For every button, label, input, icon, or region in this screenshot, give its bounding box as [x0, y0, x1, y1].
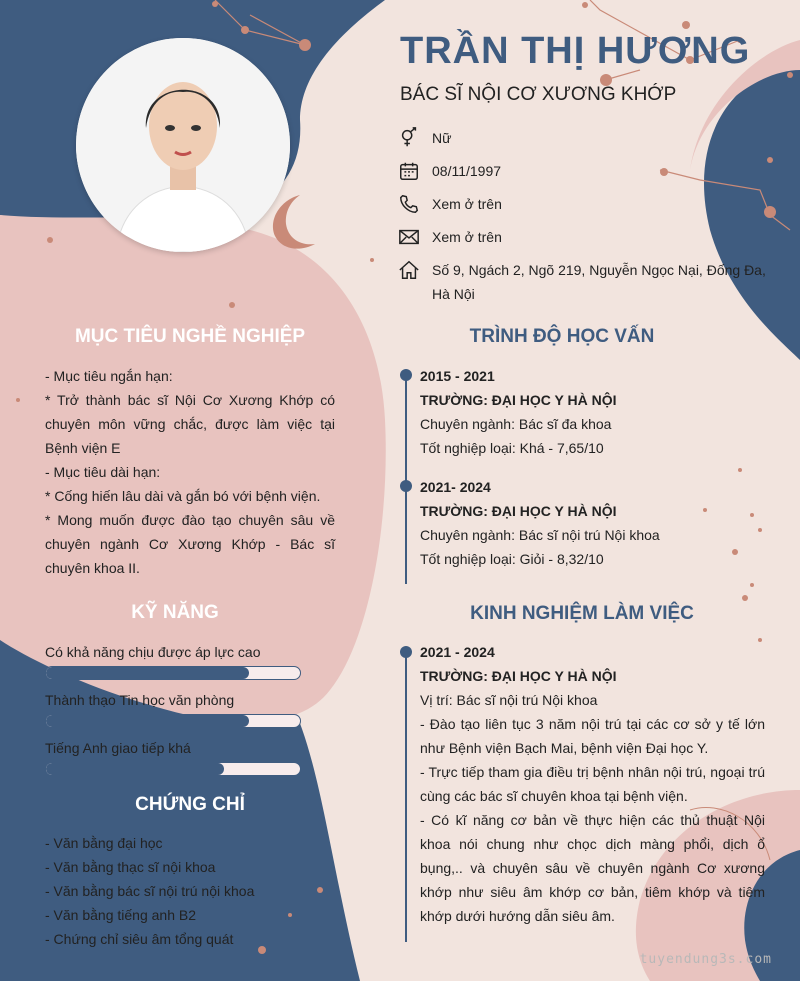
profile-photo	[76, 38, 290, 252]
certificates-heading: CHỨNG CHỈ	[135, 794, 245, 815]
info-birthdate	[398, 159, 768, 183]
certificate-item: - Chứng chỉ siêu âm tổng quát	[45, 931, 234, 947]
avatar	[76, 38, 290, 252]
objective-line: * Cống hiến lâu dài và gắn bó với bệnh viện.	[45, 488, 321, 504]
info-value: Xem ở trên	[432, 229, 502, 245]
objective-line: - Mục tiêu ngắn hạn:	[45, 368, 173, 384]
timeline-dot	[400, 480, 412, 492]
entry-years: 2021 - 2024	[420, 644, 495, 660]
skill-label: Tiếng Anh giao tiếp khá	[45, 740, 191, 756]
candidate-name: TRẦN THỊ HƯƠNG	[400, 30, 751, 72]
entry-detail: - Trực tiếp tham gia điều trị bệnh nhân nội trú, ngoại trú cùng các bác sĩ chuyên khoa tại bệnh viện.	[420, 764, 765, 804]
education-heading: TRÌNH ĐỘ HỌC VẤN	[469, 326, 655, 347]
entry-detail: - Có kĩ năng cơ bản về thực hiện các thủ thuật Nội khoa nói chung như chọc dịch màng phổi, dịch ổ bụng,.. và chuyên sâu về chuyên ngành Cơ xương khớp như siêu âm khớp cơ bản, tiêm khớp và tiêm khớp dưới hướng dẫn siêu âm.	[420, 812, 765, 924]
job-title: BÁC SĨ NỘI CƠ XƯƠNG KHỚP	[400, 84, 677, 105]
objective-line: - Mục tiêu dài hạn:	[45, 464, 161, 480]
education-entry	[420, 475, 780, 571]
skill-bar-fill	[46, 667, 249, 679]
entry-detail: Chuyên ngành: Bác sĩ nội trú Nội khoa	[420, 527, 660, 543]
gender-icon	[398, 127, 420, 149]
skill-bar	[45, 714, 301, 728]
certificate-item: - Văn bằng bác sĩ nội trú nội khoa	[45, 883, 255, 899]
entry-years: 2015 - 2021	[420, 368, 495, 384]
skill-bar-fill	[46, 763, 224, 775]
entry-detail: Chuyên ngành: Bác sĩ đa khoa	[420, 416, 612, 432]
certificates-section	[45, 831, 335, 951]
info-value: Xem ở trên	[432, 196, 502, 212]
education-entry	[420, 364, 780, 460]
entry-detail: Tốt nghiệp loại: Khá - 7,65/10	[420, 440, 604, 456]
certificate-item: - Văn bằng tiếng anh B2	[45, 907, 197, 923]
entry-detail: Vị trí: Bác sĩ nội trú Nội khoa	[420, 692, 598, 708]
skill-label: Thành thạo Tin học văn phòng	[45, 692, 235, 708]
entry-school: TRƯỜNG: ĐẠI HỌC Y HÀ NỘI	[420, 503, 617, 519]
info-value: 08/11/1997	[432, 163, 502, 179]
skills-heading: KỸ NĂNG	[131, 602, 219, 623]
info-phone	[398, 192, 768, 216]
phone-icon	[398, 193, 420, 215]
watermark: tuyendung3s.com	[639, 952, 772, 967]
calendar-icon	[398, 160, 420, 182]
objective-line: * Trở thành bác sĩ Nội Cơ Xương Khớp có chuyên môn vững chắc, được làm việc tại Bệnh viện E	[45, 392, 335, 456]
timeline-dot	[400, 646, 412, 658]
entry-school: TRƯỜNG: ĐẠI HỌC Y HÀ NỘI	[420, 668, 617, 684]
timeline-dot	[400, 369, 412, 381]
home-icon	[398, 259, 420, 281]
info-address	[398, 258, 768, 306]
info-value: Số 9, Ngách 2, Ngõ 219, Nguyễn Ngọc Nại, Đống Đa, Hà Nội	[432, 262, 766, 302]
objective-line: * Mong muốn được đào tạo chuyên sâu về chuyên ngành Cơ Xương Khớp - Bác sĩ chuyên khoa II.	[45, 512, 335, 576]
info-gender	[398, 126, 768, 150]
experience-entry	[420, 640, 765, 928]
skill-label: Có khả năng chịu được áp lực cao	[45, 644, 261, 660]
entry-school: TRƯỜNG: ĐẠI HỌC Y HÀ NỘI	[420, 392, 617, 408]
entry-detail: Tốt nghiệp loại: Giỏi - 8,32/10	[420, 551, 604, 567]
skill-bar	[45, 762, 301, 776]
objective-heading: MỤC TIÊU NGHỀ NGHIỆP	[74, 326, 306, 347]
email-icon	[398, 226, 420, 248]
objective-section	[45, 364, 335, 580]
certificate-item: - Văn bằng thạc sĩ nội khoa	[45, 859, 216, 875]
info-value: Nữ	[432, 130, 452, 146]
entry-detail: - Đào tạo liên tục 3 năm nội trú tại các cơ sở y tế lớn như Bệnh viện Bạch Mai, bệnh viện Đại học Y.	[420, 716, 765, 756]
skill-bar	[45, 666, 301, 680]
skills-section	[45, 642, 335, 786]
certificate-item: - Văn bằng đại học	[45, 835, 163, 851]
personal-info	[398, 126, 768, 315]
info-email	[398, 225, 768, 249]
experience-timeline	[405, 652, 407, 942]
entry-years: 2021- 2024	[420, 479, 491, 495]
skill-bar-fill	[46, 715, 249, 727]
experience-heading: KINH NGHIỆM LÀM VIỆC	[470, 603, 694, 624]
